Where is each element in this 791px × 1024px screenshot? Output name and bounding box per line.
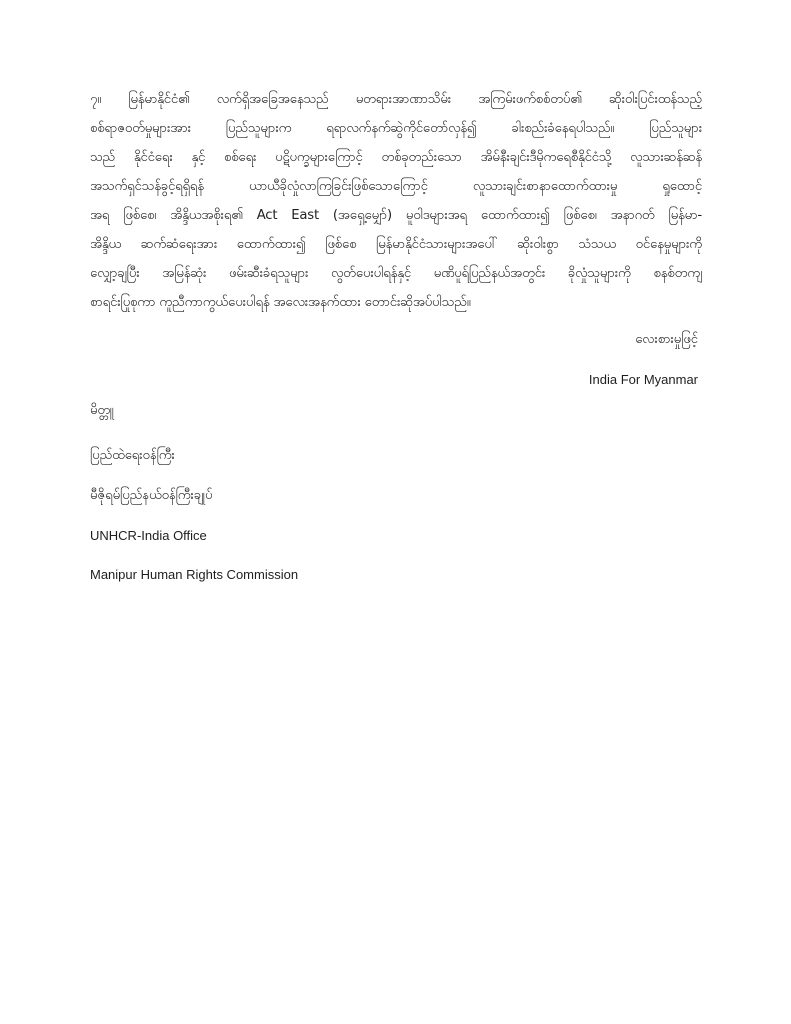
- signature-closing: လေးစားမှုဖြင့်: [635, 332, 698, 347]
- paragraph-line: စစ်ရာဇဝတ်မှုများအား ပြည်သူများက ရရာလက်နက်ဆွဲကိုင်တော်လှန်၍ ခါးစည်းခံနေရပါသည်။ ပြည်သူများ: [90, 121, 702, 136]
- paragraph-line: လျှော့ချပြီး အမြန်ဆုံး ဖမ်းဆီးခံရသူများ လွတ်ပေးပါရန်နှင့် မဏိပူရ်ပြည်နယ်အတွင်း ခိုလှုံသူများကို စနစ်တကျ: [90, 266, 702, 281]
- cc-recipient: UNHCR-India Office: [90, 528, 207, 543]
- cc-recipient: Manipur Human Rights Commission: [90, 567, 299, 582]
- paragraph-line: ၇။ မြန်မာနိုင်ငံ၏ လက်ရှိအခြေအနေသည် မတရားအာဏာသိမ်း အကြမ်းဖက်စစ်တပ်၏ ဆိုးဝါးပြင်းထန်သည့်: [90, 92, 702, 107]
- cc-recipient: ပြည်ထဲရေးဝန်ကြီး: [90, 448, 175, 463]
- paragraph-line: သည် နိုင်ငံရေး နှင့် စစ်ရေး ပဋိပက္ခများကြောင့် တစ်ခုတည်းသော အိမ်နီးချင်းဒီမိုကရေစီနိုင်ငံသို့ လူသားဆန်ဆန်: [90, 150, 702, 165]
- paragraph-line: အိန္ဒိယ ဆက်ဆံရေးအား ထောက်ထား၍ ဖြစ်စေ မြန်မာနိုင်ငံသားများအပေါ် ဆိုးဝါးစွာ သံသယ ဝင်နေမှုများကို: [90, 237, 702, 252]
- signature-organization: India For Myanmar: [588, 372, 698, 387]
- paragraph-line: အရ ဖြစ်စေ၊ အိန္ဒိယအစိုးရ၏ Act East (အရှေ့မျှော်) မူဝါဒများအရ ထောက်ထား၍ ဖြစ်စေ၊ အနာဂတ် မြန်မာ-: [90, 208, 702, 223]
- cc-recipient: မီဇိုရမ်ပြည်နယ်ဝန်ကြီးချုပ်: [90, 488, 213, 503]
- cc-heading: မိတ္တူ: [90, 403, 114, 418]
- paragraph-line: စာရင်းပြုစုကာ ကူညီကာကွယ်ပေးပါရန် အလေးအနက်ထား တောင်းဆိုအပ်ပါသည်။: [90, 295, 471, 310]
- paragraph-line: အသက်ရှင်သန်ခွင့်ရရှိရန် ယာယီခိုလှုံလာကြခြင်းဖြစ်သောကြောင့် လူသားချင်းစာနာထောက်ထားမှု ရှုထောင့်: [90, 179, 702, 194]
